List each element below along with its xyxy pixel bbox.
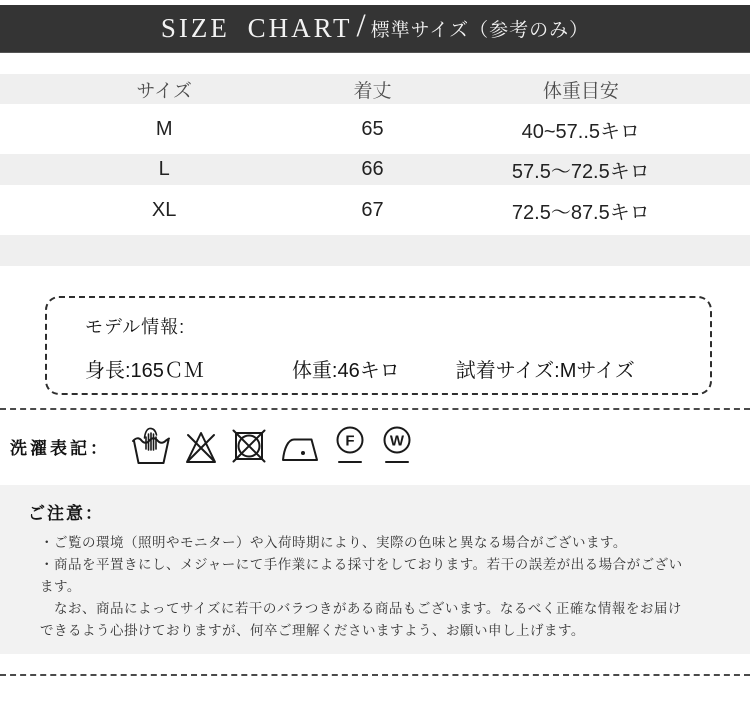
- cell-length: 67: [361, 198, 384, 221]
- model-weight: 体重:46キロ: [291, 360, 400, 382]
- wet-clean-gentle-icon: [379, 425, 415, 467]
- hand-wash-icon: [130, 425, 172, 467]
- laundry-care-row: [0, 421, 750, 471]
- notice-line: できるよう心掛けておりますが、何卒ご理解くださいますよう、お願い申し上げます。: [40, 623, 585, 638]
- svg-text:W: W: [389, 432, 405, 450]
- header-title-ja: 標準サイズ（参考のみ）: [370, 20, 590, 41]
- iron-low-heat-icon: [279, 425, 321, 467]
- notice-line: ます。: [40, 579, 81, 594]
- cell-weight: 72.5〜87.5キロ: [511, 201, 650, 224]
- header-title-en: SIZE CHART: [160, 13, 353, 43]
- cell-size: M: [155, 117, 173, 140]
- table-header-row: [0, 74, 750, 104]
- header-slash: /: [356, 8, 366, 44]
- cell-length: 66: [361, 158, 384, 180]
- column-header-size: サイズ: [136, 80, 192, 102]
- notice-box: [0, 485, 750, 654]
- cell-weight: 57.5〜72.5キロ: [511, 161, 650, 183]
- notice-line: ・ご覧の環境（照明やモニター）や入荷時期により、実際の色味と異なる場合がございます。: [40, 535, 627, 550]
- cell-size: XL: [151, 198, 177, 221]
- do-not-bleach-icon: [183, 425, 219, 467]
- table-row-xl: [0, 188, 750, 232]
- dashed-separator-top: [0, 408, 750, 410]
- dry-clean-f-gentle-icon: [332, 425, 368, 467]
- column-header-weight: 体重目安: [542, 80, 619, 102]
- svg-text:F: F: [345, 432, 355, 450]
- dashed-separator-bottom: [0, 674, 750, 676]
- model-fitting-size: 試着サイズ:Mサイズ: [455, 360, 635, 382]
- laundry-care-icons: [130, 425, 415, 467]
- notice-title: ご注意：: [28, 504, 104, 523]
- notice-line: なお、商品によってサイズに若干のバラつきがある商品もございます。なるべく正確な情報をお届け: [40, 601, 682, 616]
- cell-size: L: [158, 158, 170, 180]
- column-header-length: 着丈: [353, 80, 392, 102]
- do-not-tumble-dry-icon: [230, 425, 268, 467]
- size-chart-header: [0, 5, 750, 53]
- model-info-row: [85, 354, 710, 383]
- table-empty-row: [0, 235, 750, 266]
- laundry-care-label: 洗濯表記：: [10, 438, 110, 458]
- notice-line: ・商品を平置きにし、メジャーにて手作業による採寸をしております。若干の誤差が出る場合がござい: [40, 557, 683, 572]
- table-row-m: [0, 107, 750, 151]
- table-row-l: [0, 154, 750, 185]
- notice-lines: [28, 532, 722, 642]
- model-info-title: モデル情報:: [85, 317, 186, 337]
- cell-length: 65: [361, 117, 384, 140]
- model-height: 身長:165ＣＭ: [85, 360, 204, 382]
- size-table: [0, 74, 750, 266]
- model-info-box: [45, 296, 712, 395]
- cell-weight: 40~57..5キロ: [521, 120, 641, 143]
